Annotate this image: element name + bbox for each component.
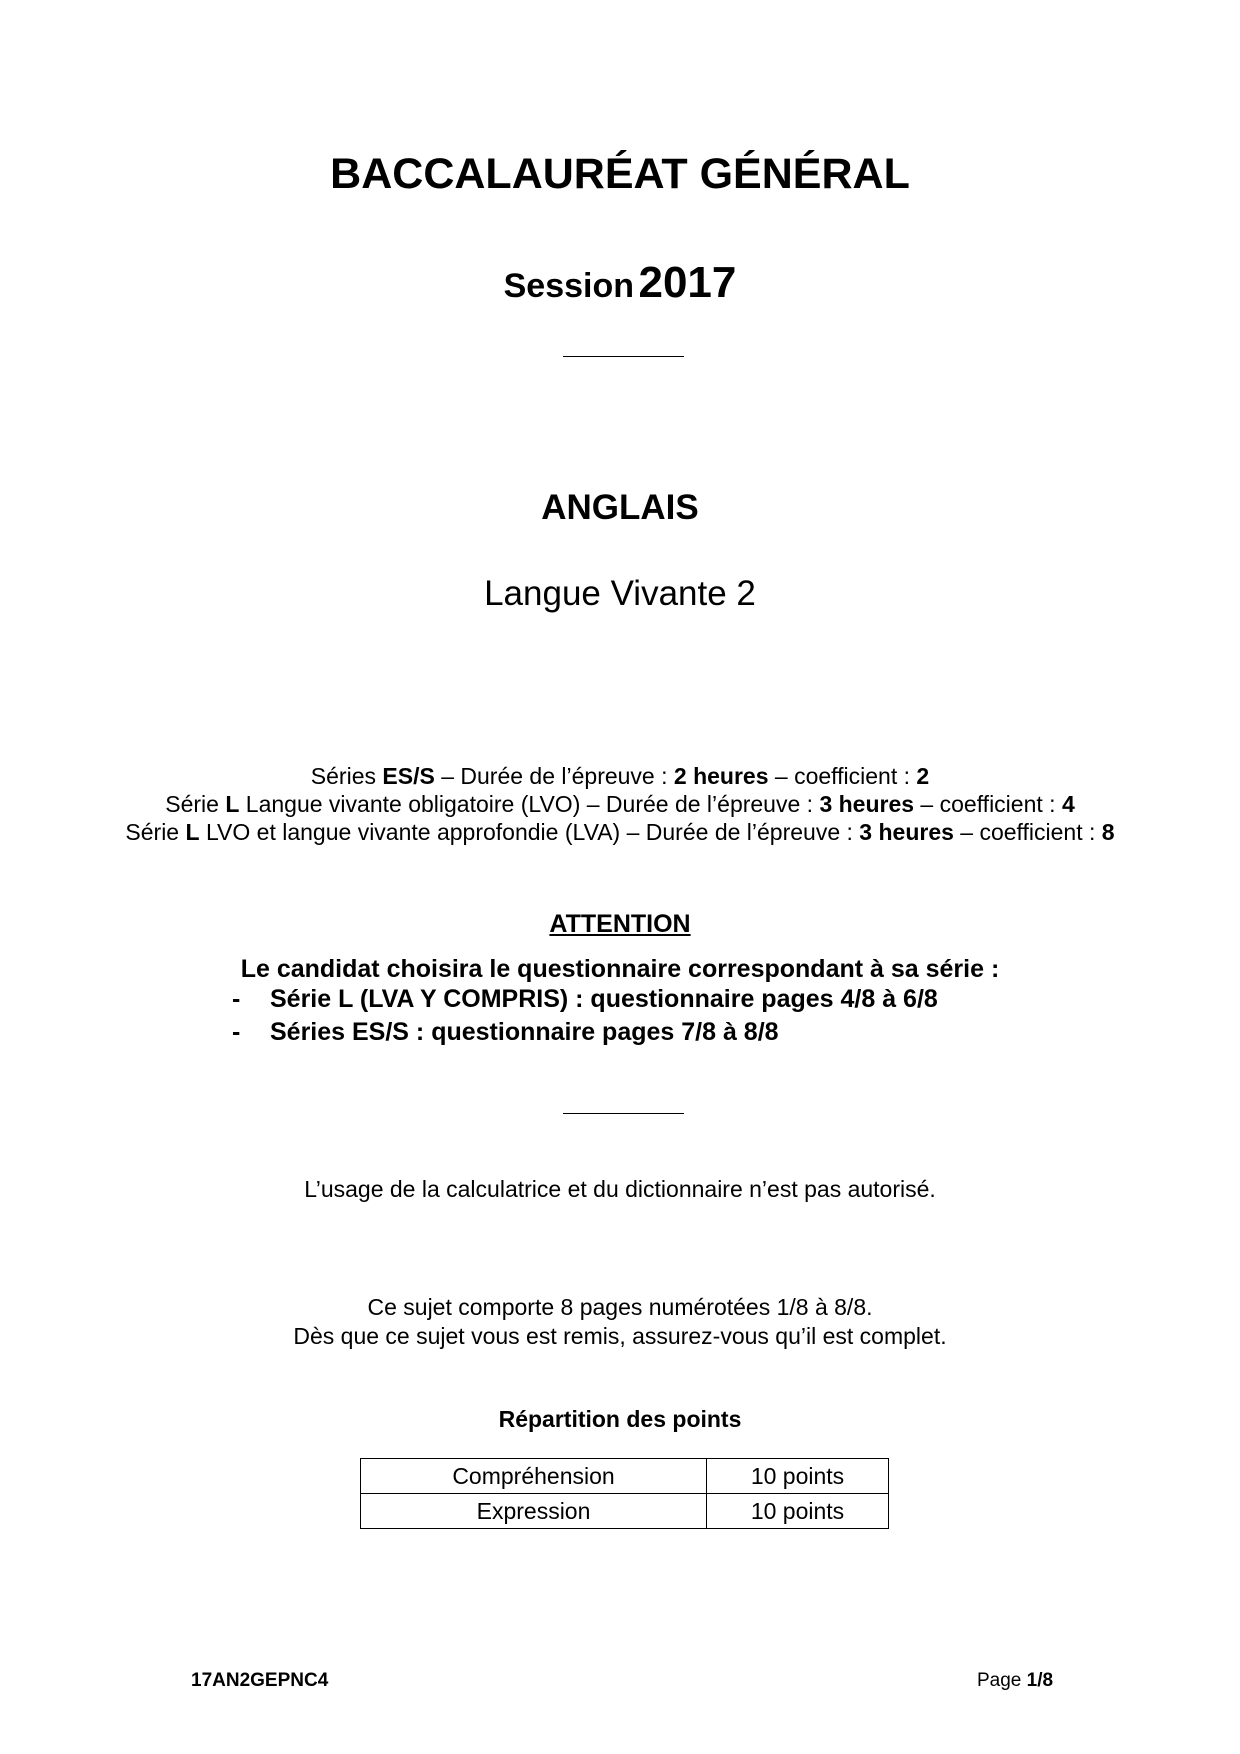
page-number — [977, 1670, 1053, 1692]
series-text: 2 — [916, 763, 930, 789]
series-text: L — [185, 819, 200, 845]
bullet-dash: - — [232, 1018, 241, 1046]
table-row — [361, 1494, 889, 1529]
series-text: Langue vivante obligatoire (LVO) – Durée de l’épreuve : — [239, 791, 820, 817]
check-note: Dès que ce sujet vous est remis, assurez-vous qu’il est complet. — [293, 1323, 947, 1349]
table-cell: 10 points — [707, 1459, 889, 1494]
list-item-text: Séries ES/S : questionnaire pages 7/8 à 8/8 — [270, 1018, 779, 1046]
series-text: LVO et langue vivante approfondie (LVA) – Durée de l’épreuve : — [199, 819, 860, 845]
bullet-dash: - — [232, 985, 241, 1013]
series-text: Série — [165, 791, 226, 817]
subject-name: ANGLAIS — [541, 488, 699, 527]
list-item — [232, 1018, 779, 1047]
series-line — [0, 762, 1240, 790]
divider — [563, 356, 684, 357]
series-text: Série — [125, 819, 186, 845]
pages-note: Ce sujet comporte 8 pages numérotées 1/8 à 8/8. — [367, 1294, 873, 1320]
table-cell: Compréhension — [361, 1459, 707, 1494]
page-value: 1/8 — [1026, 1670, 1054, 1691]
attention-text: Le candidat choisira le questionnaire correspondant à sa série : — [240, 955, 1000, 983]
subject-level: Langue Vivante 2 — [484, 574, 756, 613]
page-label: Page — [977, 1670, 1027, 1691]
series-line — [0, 818, 1240, 846]
session-line — [0, 258, 1240, 308]
points-table — [360, 1458, 889, 1529]
usage-note: L’usage de la calculatrice et du dictionnaire n’est pas autorisé. — [304, 1176, 936, 1202]
series-text: 2 heures — [673, 763, 769, 789]
series-line — [0, 790, 1240, 818]
table-cell: Expression — [361, 1494, 707, 1529]
list-item — [232, 985, 938, 1014]
series-text: ES/S — [382, 763, 435, 789]
table-row — [361, 1459, 889, 1494]
list-item-text: Série L (LVA Y COMPRIS) : questionnaire pages 4/8 à 6/8 — [270, 985, 938, 1013]
series-text: – coefficient : — [768, 763, 917, 789]
series-text: L — [225, 791, 240, 817]
exam-code: 17AN2GEPNC4 — [191, 1670, 329, 1691]
series-text: Séries — [310, 763, 383, 789]
attention-title: ATTENTION — [549, 910, 691, 938]
session-year: 2017 — [638, 258, 737, 307]
series-text: 3 heures — [859, 819, 954, 845]
series-text: – Durée de l’épreuve : — [434, 763, 674, 789]
series-text: – coefficient : — [914, 791, 1062, 817]
table-cell: 10 points — [707, 1494, 889, 1529]
series-text: 3 heures — [819, 791, 915, 817]
points-table-title: Répartition des points — [498, 1406, 742, 1432]
divider — [563, 1113, 684, 1114]
session-label: Session — [503, 267, 635, 305]
series-text: – coefficient : — [953, 819, 1102, 845]
series-text: 8 — [1101, 819, 1115, 845]
series-text: 4 — [1061, 791, 1075, 817]
exam-title: BACCALAURÉAT GÉNÉRAL — [330, 150, 910, 198]
